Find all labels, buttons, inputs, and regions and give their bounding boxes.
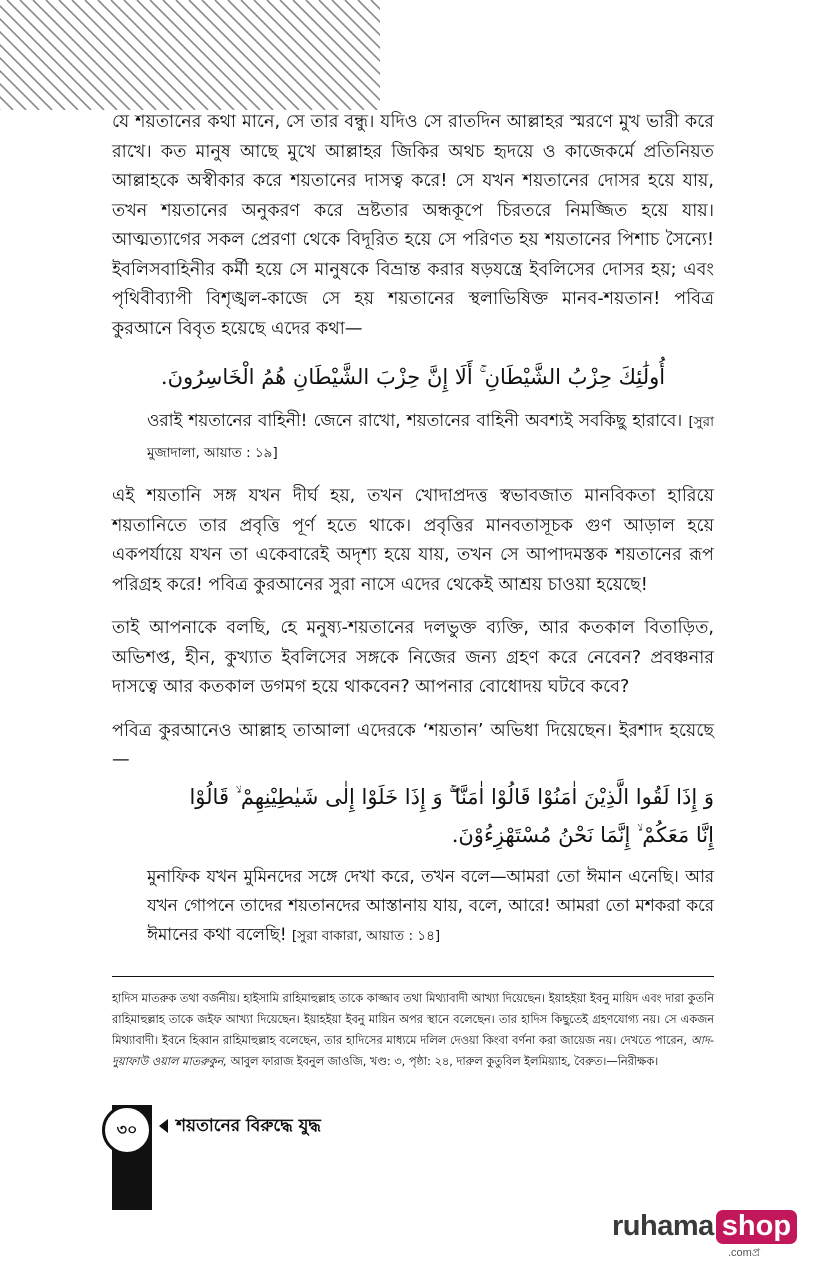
brand-shop-badge: shop — [716, 1210, 797, 1244]
hatch-line — [306, 0, 380, 110]
brand-domain: .comপ্র — [728, 1247, 761, 1259]
paragraph-2: এই শয়তানি সঙ্গ যখন দীর্ঘ হয়, তখন খোদাপ্রদত্ত স্বভাবজাত মানবিকতা হারিয়ে শয়তানিতে তার প্রবৃত্তি পূর্ণ হতে থাকে। প্রবৃত্তির মানবতাসূচক গুণ আড়াল হয়ে একপর্যায়ে যখন তা একেবারেই অদৃশ্য হয়ে যায়, তখন সে আপাদমস্তক শয়তানের রূপ পরিগ্রহ করে! পবিত্র কুরআনের সুরা নাসে এদের থেকেই আশ্রয় চাওয়া হয়েছে! — [112, 486, 714, 595]
hatch-line — [0, 0, 78, 110]
paragraph-4: পবিত্র কুরআনেও আল্লাহ তাআলা এদেরকে ‘শয়তান’ অভিধা দিয়েছেন। ইরশাদ হয়েছে— — [112, 720, 714, 770]
translation-1-text: ওরাই শয়তানের বাহিনী! জেনে রাখো, শয়তানের বাহিনী অবশ্যই সবকিছু হারাবে। — [147, 410, 683, 430]
footnote-tail: আবুল ফারাজ ইবনুল জাওজি, খণ্ড: ৩, পৃষ্ঠা: ২৪, দারুল কুতুবিল ইলমিয়্যাহ, বৈরুত।—নিরীক্ষক। — [230, 1055, 659, 1068]
translation-2-text: মুনাফিক যখন মুমিনদের সঙ্গে দেখা করে, তখন বলে—আমরা তো ঈমান এনেছি। আর যখন গোপনে তাদের শয়তানদের আস্তানায় যায়, বলে, আরে! আমরা তো মশকরা করে ঈমানের কথা বলেছি! — [147, 865, 714, 944]
citation-2: [সুরা বাকারা, আয়াত : ১৪] — [291, 927, 441, 944]
page-body — [112, 108, 714, 965]
arabic-verse-1: أُولَٰئِكَ حِزْبُ الشَّيْطَانِ ۚ أَلَا إِنَّ حِزْبَ الشَّيْطَانِ هُمُ الْخَاسِرُونَ. — [160, 365, 666, 389]
hatch-line — [0, 0, 39, 110]
translation-2 — [147, 862, 714, 951]
left-arrow-icon — [159, 1119, 168, 1133]
hatch-line — [0, 0, 91, 110]
footnote-book-title: আদ-দুয়াফাউ ওয়াল মাতরুকুন, — [112, 1034, 715, 1068]
page-number: ৩০ — [102, 1105, 152, 1155]
paragraph-3: তাই আপনাকে বলছি, হে মনুষ্য-শয়তানের দলভুক্ত ব্যক্তি, আর কতকাল বিতাড়িত, অভিশপ্ত, হীন, কুখ্যাত ইবলিসের সঙ্গকে নিজের জন্য গ্রহণ করে নেবেন? প্রবঞ্চনার দাসত্বে আর কতকাল ডগমগ হয়ে থাকবেন? আপনার বোধোদয় ঘটবে কবে? — [112, 618, 714, 697]
footnote-divider — [112, 976, 714, 977]
footnote — [112, 988, 714, 1072]
book-title: শয়তানের বিরুদ্ধে যুদ্ধ — [176, 1116, 321, 1136]
paragraph-1: যে শয়তানের কথা মানে, সে তার বন্ধু। যদিও সে রাতদিন আল্লাহর স্মরণে মুখ ভারী করে রাখে। কত মানুষ আছে মুখে আল্লাহর জিকির অথচ হৃদয়ে ও কাজেকর্মে প্রতিনিয়ত আল্লাহকে অস্বীকার করে শয়তানের দাসত্ব করে! সে যখন শয়তানের দোসর হয়ে যায়, তখন শয়তানের অনুকরণ করে ভ্রষ্টতার অন্ধকূপে চিরতরে নিমজ্জিত হয়ে যায়। আত্মত্যাগের সকল প্রেরণা থেকে বিদূরিত হয়ে সে পরিণত হয় শয়তানের পিশাচ সৈন্যে! ইবলিসবাহিনীর কর্মী হয়ে সে মানুষকে বিভ্রান্ত করার ষড়যন্ত্রে ইবলিসের দোসর হয়; এবং পৃথিবীব্যাপী বিশৃঙ্খল-কাজে সে হয় শয়তানের স্থলাভিষিক্ত মানব-শয়তান! পবিত্র কুরআনে বিবৃত হয়েছে এদের কথা— — [112, 112, 714, 339]
arabic-verse-2a: وَ إِذَا لَقُوا الَّذِيْنَ اٰمَنُوْا قَالُوْا اٰمَنَّا ۚۖ وَ إِذَا خَلَوْا إِلٰى شَيٰطِيْنِهِمْ ۙ قَالُوْا — [189, 784, 714, 809]
citation-1: [সুরা মুজাদালা, আয়াত : ১৯] — [147, 414, 714, 461]
translation-1 — [147, 406, 714, 468]
footnote-text: হাদিস মাতরুক তথা বর্জনীয়। হাইসামি রাহিমাহুল্লাহ তাকে কাজ্জাব তথা মিথ্যাবাদী আখ্যা দিয়েছেন। ইয়াহইয়া ইবনু মায়িদ এবং দারা কুতনি রাহিমাহুল্লাহ তাকে জইফ আখ্যা দিয়েছেন। ইয়াহইয়া ইবনু মায়িন অপর স্থানে বলেছেন। তার হাদিস কিছুতেই গ্রহণযোগ্য নয়। সে একজন মিথ্যাবাদী। ইবনে হিব্বান রাহিমাহুল্লাহ বলেছেন, তার হাদিসের মাধ্যমে দলিল দেওয়া কিংবা বর্ণনা করা জায়েজ নয়। দেখতে পারেন, — [112, 992, 714, 1047]
brand-logo — [612, 1210, 797, 1243]
hatch-line — [0, 0, 52, 110]
diagonal-hatch-decoration — [0, 0, 380, 110]
arabic-verse-2b: إِنَّا مَعَكُمْ ۙ إِنَّمَا نَحْنُ مُسْتَهْزِءُوْنَ. — [451, 822, 714, 847]
brand-name: ruhama — [612, 1210, 714, 1242]
